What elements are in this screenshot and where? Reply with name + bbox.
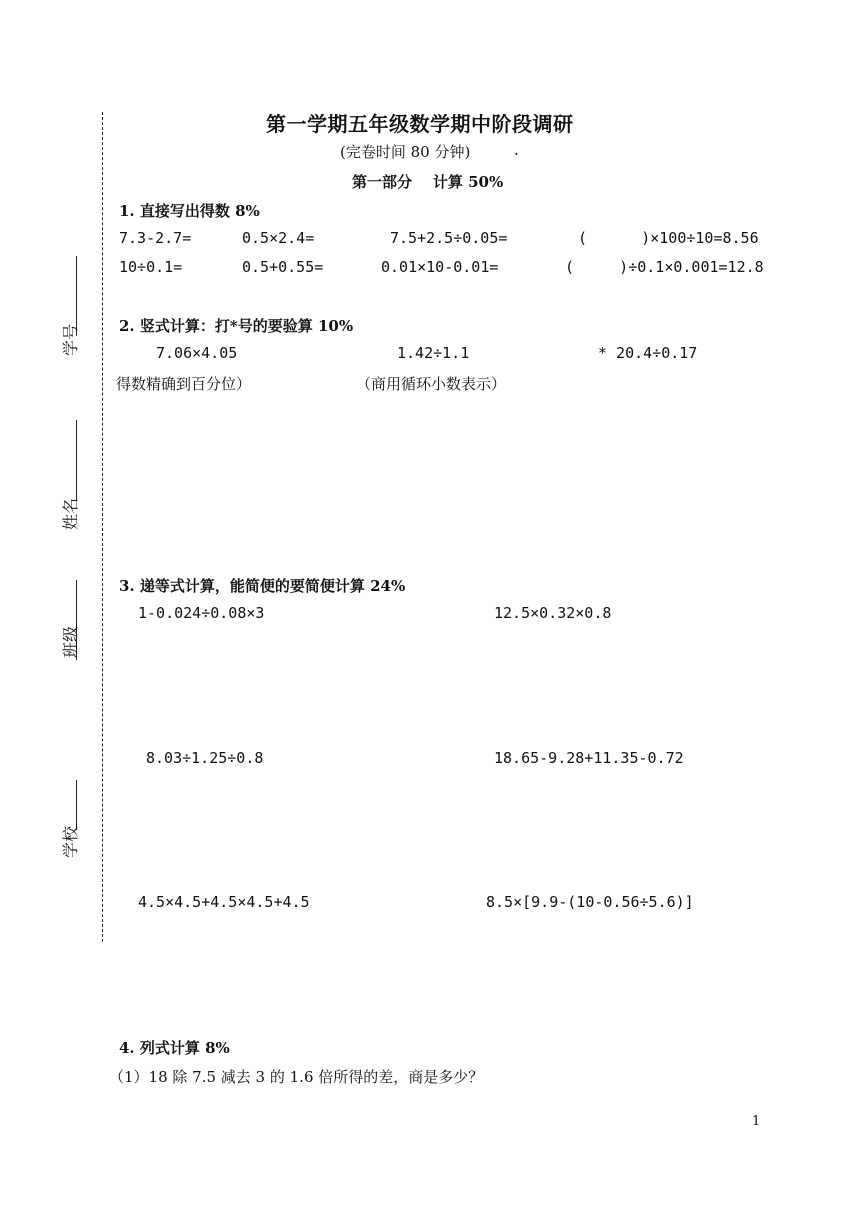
name-label: 姓名: [61, 497, 80, 530]
q2-item: 1.42÷1.1: [397, 344, 470, 362]
q1-item: 0.5+0.55=: [242, 258, 324, 276]
q2-item: 7.06×4.05: [156, 344, 238, 362]
q1-item: 10÷0.1=: [119, 258, 183, 276]
student-id-label: 学号: [61, 323, 80, 356]
q4-item: （1）18 除 7.5 减去 3 的 1.6 倍所得的差，商是多少？: [109, 1068, 484, 1086]
q3-item: 12.5×0.32×0.8: [494, 604, 612, 622]
q2-heading: 2. 竖式计算：打*号的要验算 10%: [119, 317, 354, 335]
page-title: 第一学期五年级数学期中阶段调研: [266, 112, 574, 136]
binding-dashed-line: [102, 112, 103, 942]
q1-item: 0.01×10-0.01=: [381, 258, 499, 276]
q1-heading: 1. 直接写出得数 8%: [119, 202, 260, 220]
q2-note: （商用循环小数表示）: [356, 375, 507, 393]
q3-item: 8.5×[9.9-(10-0.56÷5.6)]: [486, 893, 694, 911]
school-blank: [76, 780, 77, 830]
name-blank: [76, 420, 77, 500]
q1-item: 7.5+2.5÷0.05=: [390, 229, 508, 247]
part-heading: 第一部分 计算 50%: [352, 173, 504, 191]
stray-dot: .: [514, 141, 519, 159]
time-note: (完卷时间 80 分钟): [340, 143, 471, 161]
q3-heading: 3. 递等式计算，能简便的要简便计算 24%: [119, 577, 406, 595]
q4-heading: 4. 列式计算 8%: [119, 1039, 230, 1057]
q1-item: 0.5×2.4=: [242, 229, 315, 247]
q3-item: 8.03÷1.25÷0.8: [146, 749, 264, 767]
q1-item: ( )×100÷10=8.56: [578, 229, 759, 247]
q2-item: * 20.4÷0.17: [598, 344, 698, 362]
school-label: 学校: [61, 825, 80, 858]
class-label: 班级: [61, 625, 80, 658]
q2-note: 得数精确到百分位）: [116, 375, 252, 393]
page-number: 1: [752, 1114, 761, 1129]
q1-item: ( )÷0.1×0.001=12.8: [565, 258, 764, 276]
q3-item: 4.5×4.5+4.5×4.5+4.5: [138, 893, 310, 911]
q1-item: 7.3-2.7=: [119, 229, 192, 247]
q3-item: 1-0.024÷0.08×3: [138, 604, 265, 622]
q3-item: 18.65-9.28+11.35-0.72: [494, 749, 684, 767]
